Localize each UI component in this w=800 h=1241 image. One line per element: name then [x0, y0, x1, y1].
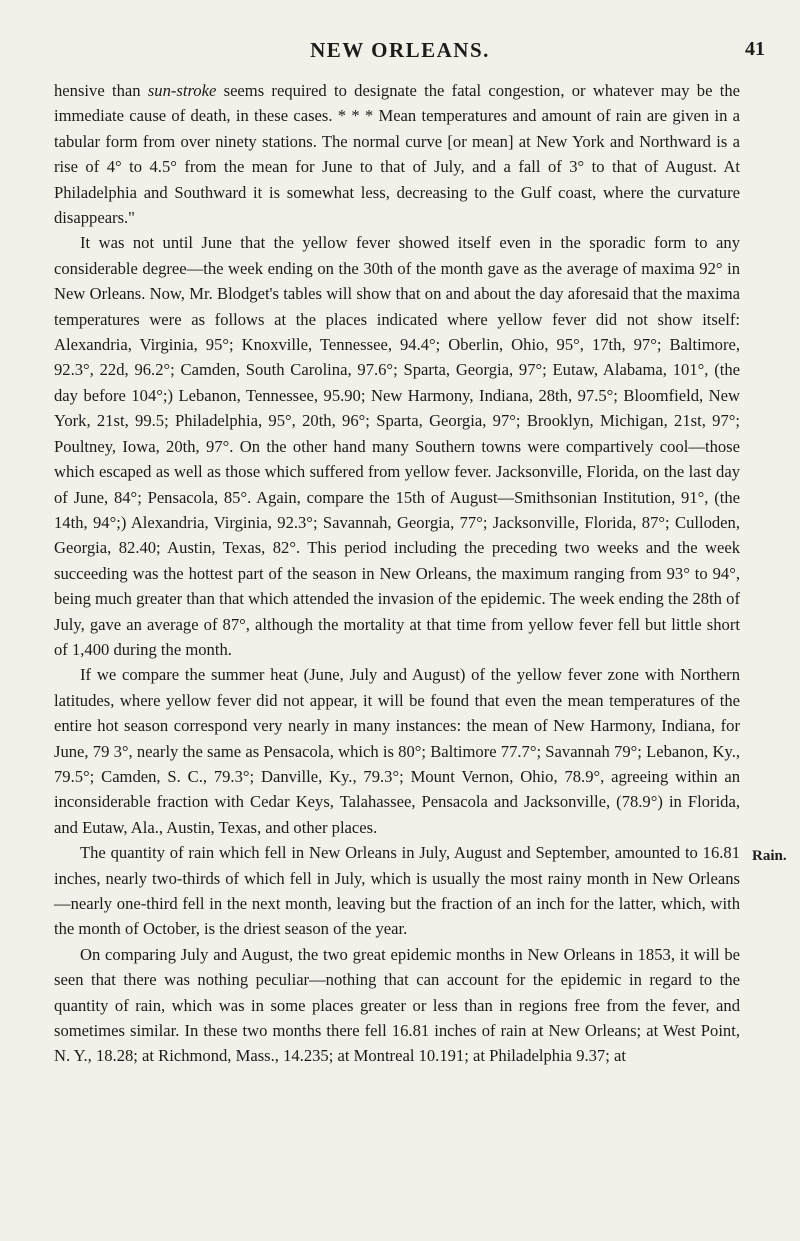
paragraph-1 [54, 78, 740, 230]
paragraph-5: On comparing July and August, the two great epidemic months in New Orleans in 1853, it will be seen that there was nothing peculiar—nothing that can account for the epidemic in regard to the quantity of rain, which was in some places greater or less than in regions free from the fever, and sometimes similar. In these two months there fell 16.81 inches of rain at New Orleans; at West Point, N. Y., 18.28; at Richmond, Mass., 14.235; at Montreal 10.191; at Philadelphia 9.37; at [54, 944, 740, 1066]
margin-note-rain: Rain. [752, 848, 787, 864]
paragraph-3: If we compare the summer heat (June, July and August) of the yellow fever zone with Northern latitudes, where yellow fever did not appear, it will be found that even the mean temperatures of the entire hot season correspond very nearly in many instances: the mean of New Harmony, Indiana, for June, 79 3°, nearly the same as Pensacola, which is 80°; Baltimore 77.7°; Savannah 79°; Lebanon, Ky., 79.5°; Camden, S. C., 79.3°; Danville, Ky., 79.3°; Mount Vernon, Ohio, 78.9°, agreeing within an inconsiderable fraction with Cedar Keys, Talahassee, Pensacola and Jacksonville, (78.9°) in Florida, and Eutaw, Ala., Austin, Texas, and other places. [54, 665, 740, 837]
page-number: 41 [745, 38, 765, 60]
paragraph-1-after: seems required to designate the fatal congestion, or whatever may be the immediate cause of death, in these cases. * * * Mean temperatures and amount of rain are given in a tabular form from over ninety stations. The normal curve [or mean] at New York and Northward is a rise of 4° to 4.5° from the mean for June to that of July, and a fall of 3° to that of August. At Philadelphia and Southward it is somewhat less, decreasing to the Gulf coast, where the curvature disappears." [54, 81, 740, 228]
body-text [54, 78, 740, 1069]
running-head [0, 38, 800, 68]
running-title: NEW ORLEANS. [310, 38, 490, 62]
paragraph-1-before: hensive than [54, 81, 148, 100]
paragraph-4: The quantity of rain which fell in New Orleans in July, August and September, amounted to 16.81 inches, nearly two-thirds of which fell in July, which is usually the most rainy month in New Orleans—nearly one-third fell in the next month, leaving but the fraction of an inch for the latter, which, with the month of October, is the driest season of the year. [54, 843, 740, 939]
paragraph-1-italic: sun-stroke [147, 81, 217, 100]
paragraph-2: It was not until June that the yellow fever showed itself even in the sporadic form to any considerable degree—the week ending on the 30th of the month gave as the average of maxima 92° in New Orleans. Now, Mr. Blodget's tables will show that on and about the day aforesaid that the maxima temperatures were as follows at the places indicated where yellow fever did not show itself: Alexandria, Virginia, 95°; Knoxville, Tennessee, 94.4°; Oberlin, Ohio, 95°, 17th, 97°; Baltimore, 92.3°, 22d, 96.2°; Camden, South Carolina, 97.6°; Sparta, Georgia, 97°; Eutaw, Alabama, 101°, (the day before 104°;) Lebanon, Tennessee, 95.90; New Harmony, Indiana, 28th, 97.5°; Bloomfield, New York, 21st, 99.5; Philadelphia, 95°, 20th, 96°; Sparta, Georgia, 97°; Brooklyn, Michigan, 21st, 97°; Poultney, Iowa, 20th, 97°. On the other hand many Southern towns were compartively cool—those which escaped as well as those which suffered from yellow fever. Jacksonville, Florida, on the last day of June, 84°; Pensacola, 85°. Again, compare the 15th of August—Smithsonian Institution, 91°, (the 14th, 94°;) Alexandria, Virginia, 92.3°; Savannah, Georgia, 77°; Jacksonville, Florida, 87°; Culloden, Georgia, 82.40; Austin, Texas, 82°. This period including the preceding two weeks and the week succeeding was the hottest part of the season in New Orleans, the maximum ranging from 93° to 94°, being much greater than that which attended the invasion of the epidemic. The week ending the 28th of July, gave an average of 87°, although the mortality at that time from yellow fever fell but little short of 1,400 during the month. [54, 233, 740, 659]
